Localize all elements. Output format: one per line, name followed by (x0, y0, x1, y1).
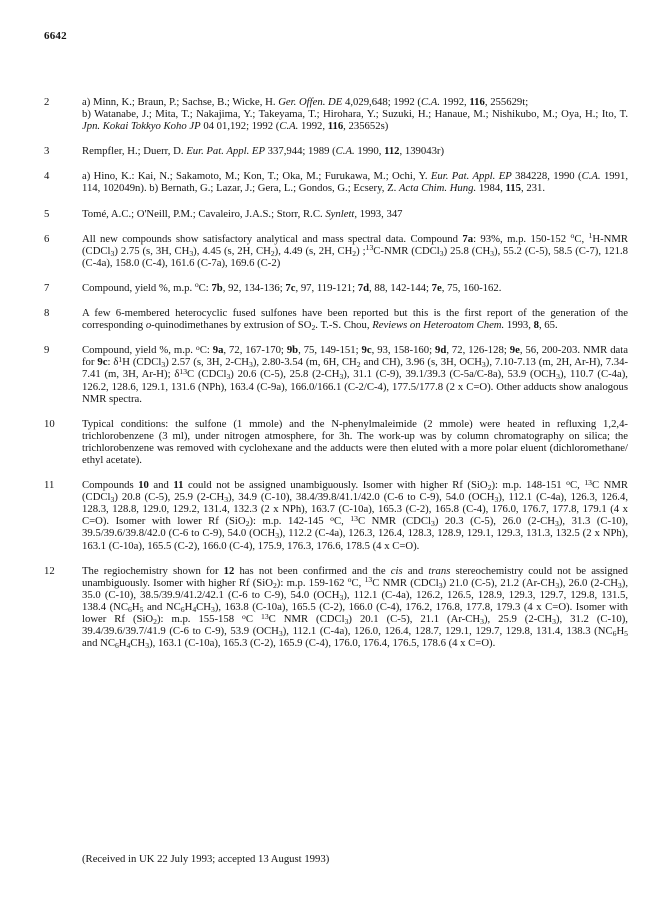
note-text-part: All new compounds show satisfactory analytical and mass spectral data. Compound 7a: 93%, m.p. 150-152 $^o$C, $^1$H-NMR (CDCl$_3$) 2.75 (s, 3H, $CH_3$), 4.45 (s, 2H, $CH_2$), 4.49 (s, 2H, $CH_2$) ;$^{13}$C-NMR (CDCl$_3$) 25.8 $(CH_3)$, 55.2 (C-5), 58.5 (C-7), 121.8 (C-4a), 158.0 (C-4), 161.6 (C-7a), 169.6 (C-2) (82, 231, 629, 269)
note-item-7 (44, 282, 628, 294)
note-text (82, 479, 628, 552)
note-item-2 (44, 96, 628, 132)
note-text-part: Tomé, A.C.; O'Neill, P.M.; Cavaleiro, J.A.S.; Storr, R.C. Synlett, 1993, 347 (82, 207, 403, 220)
note-item-12 (44, 565, 628, 650)
note-text (82, 233, 628, 269)
note-text (82, 170, 628, 194)
note-text-part: b) Watanabe, J.; Mita, T.; Nakajima, Y.; Takeyama, T.; Hirohara, Y.; Suzuki, H.; Hanaue, M.; Nishikubo, M.; Oya, H.; Ito, T. Jpn. Kokai Tokkyo Koho JP 04 01,192; 1992 (C.A. 1992, 116, 235652s) (82, 108, 628, 133)
note-number: 3 (44, 145, 50, 158)
note-text (82, 282, 628, 294)
note-item-8 (44, 307, 628, 331)
note-text (82, 208, 628, 220)
note-text-part: Rempfler, H.; Duerr, D. Eur. Pat. Appl. EP 337,944; 1989 (C.A. 1990, 112, 139043r) (82, 145, 445, 158)
note-text (82, 145, 628, 157)
note-text (82, 565, 628, 650)
note-text-part: A few 6-membered heterocyclic fused sulfones have been reported but this is the first report of the generation of the corresponding o-quinodimethanes by extrusion of $SO_2$. T.-S. Chou, Reviews on Heteroatom Chem. 1993, 8, 65. (82, 307, 628, 333)
note-text (82, 96, 628, 132)
note-item-9 (44, 344, 628, 404)
note-text-part: a) Hino, K.: Kai, N.; Sakamoto, M.; Kon, T.; Oka, M.; Furukawa, M.; Ochi, Y. Eur. Pat. Appl. EP 384228, 1990 (C.A. 1991, 114, 102049n). b) Bernath, G.; Lazar, J.; Gera, L.; Gondos, G.; Ecsery, Z. Acta Chim. Hung. 1984, 115, 231. (82, 170, 629, 195)
note-item-10 (44, 418, 628, 466)
note-text (82, 344, 628, 404)
note-number: 11 (44, 479, 55, 492)
note-text (82, 418, 628, 466)
note-text-part: Typical conditions: the sulfone (1 mmole) and the N-phenylmaleimide (2 mmole) were heated in refluxing 1,2,4-trichlorobenzene (3 ml), under nitrogen atmosphere, for 3h. The work-up was by column chromatography on silica; the trichlorobenzene was removed with cyclohexane and the adducts were then eluted with a more polar eluent (dichloromethane/ ethyl acetate). (82, 417, 628, 466)
note-item-4 (44, 170, 628, 194)
note-number: 6 (44, 232, 50, 245)
note-text-part: Compound, yield %, m.p. $^o$C: 7b, 92, 134-136; 7c, 97, 119-121; 7d, 88, 142-144; 7e, 75, 160-162. (82, 280, 502, 294)
note-item-5 (44, 208, 628, 220)
note-number: 9 (44, 344, 50, 357)
note-text-part: a) Minn, K.; Braun, P.; Sachse, B.; Wicke, H. Ger. Offen. DE 4,029,648; 1992 (C.A. 1992, 116, 255629t; (82, 96, 529, 108)
page-number: 6642 (44, 30, 67, 42)
note-text-part: Compounds 10 and 11 could not be assigned unambiguously. Isomer with higher Rf (SiO$_2$): m.p. 148-151 $^o$C, $^{13}$C NMR (CDCl$_3$) 20.8 (C-5), 25.9 $(2-CH_3)$, 34.9 (C-10), 38.4/39.8/41.1/42.0 (C-6 to C-9), 54.0 $(OCH_3)$, 112.1 (C-4a), 126.3, 126.4, 128.3, 128.8, 129.0, 129.2, 131.4, 132.3 (2 x NPh), 163.7 (C-10a), 165.3 (C-2), 165.8 (C-4), 176.0, 176.7, 177.8, 179.1 (4 x C=O). Isomer with lower Rf (SiO$_2$): m.p. 142-145 $^o$C, $^{13}$C NMR (CDCl$_3$) 20.3 (C-5), 26.0 $(2-CH_3)$, 31.3 (C-10), 39.5/39.6/39.8/42.0 (C-6 to C-9), 54.0 $(OCH_3)$, 112.2 (C-4a), 126.3, 126.4, 128.3, 128.9, 129.1, 129.3, 131.3, 132.5 (2 x NPh), 163.1 (C-10a), 165.5 (C-2), 166.0 (C-4), 175.9, 176.3, 176.6, 178.5 (4 x C=O). (82, 477, 628, 552)
note-item-6 (44, 233, 628, 269)
note-item-3 (44, 145, 628, 157)
note-number: 10 (44, 417, 55, 430)
notes-list (44, 96, 628, 662)
note-number: 12 (44, 564, 55, 577)
note-number: 5 (44, 207, 50, 220)
note-text-part: Compound, yield %, m.p. $^o$C: 9a, 72, 167-170; 9b, 75, 149-151; 9c, 93, 158-160; 9d, 72, 126-128; 9e, 56, 200-203. NMR data for 9c: $\delta^1H$ (CDCl$_3$) 2.57 (s, 3H, $2-CH_3$), 2.80-3.54 (m, 6H, $CH_2$ and CH), 3.96 (s, 3H, $OCH_3$), 7.10-7.13 (m, 2H, Ar-H), 7.34-7.41 (m, 3H, Ar-H); $\delta^{13}C$ (CDCl$_3$) 20.6 (C-5), 25.8 $(2-CH_3)$, 31.1 (C-9), 39.1/39.3 (C-5a/C-8a), 53.9 $(OCH_3)$, 110.7 (C-4a), 126.2, 128.6, 129.1, 131.6 (NPh), 163.4 (C-9a), 166.0/166.1 (C-2/C-4), 177.5/177.8 (2 x C=O). Other adducts show analogous NMR spectra. (82, 342, 628, 405)
note-text-part: The regiochemistry shown for 12 has not been confirmed and the cis and trans stereochemistry could not be assigned unambiguously. Isomer with higher Rf (SiO$_2$): m.p. 159-162 $^o$C, $^{13}$C NMR (CDCl$_3$) 21.0 (C-5), 21.2 $(Ar-CH_3)$, 26.0 $(2-CH_3)$, 35.0 (C-10), 38.5/39.9/41.2/42.1 (C-6 to C-9), 54.0 $(OCH_3)$, 112.1 (C-4a), 126.2, 126.5, 128.9, 129.3, 129.7, 129.8, 131.5, 138.4 ($NC_6H_5$ and $NC_6H_4CH_3$), 163.8 (C-10a), 165.5 (C-2), 166.0 (C-4), 176.2, 176.8, 177.8, 179.3 (4 x C=O). Isomer with lower Rf (SiO$_2$): m.p. 155-158 $^o$C $^{13}$C NMR (CDCl$_3$) 20.1 (C-5), 21.1 $(Ar-CH_3)$, 25.9 $(2-CH_3)$, 31.2 (C-10), 39.4/39.6/39.7/41.9 (C-6 to C-9), 53.9 $(OCH_3)$, 112.1 (C-4a), 126.0, 126.4, 128.7, 129.1, 129.7, 129.8, 131.4, 138.3 ($NC_6H_5$ and $NC_6H_4CH_3$), 163.1 (C-10a), 165.3 (C-2), 165.9 (C-4), 176.0, 176.4, 176.5, 178.6 (4 x C=O). (82, 564, 629, 651)
received-date-line: (Received in UK 22 July 1993; accepted 13 August 1993) (82, 853, 330, 865)
note-item-11 (44, 479, 628, 552)
note-text (82, 307, 628, 331)
note-number: 4 (44, 170, 50, 183)
note-number: 2 (44, 96, 50, 108)
note-number: 8 (44, 307, 50, 320)
note-number: 7 (44, 281, 50, 294)
